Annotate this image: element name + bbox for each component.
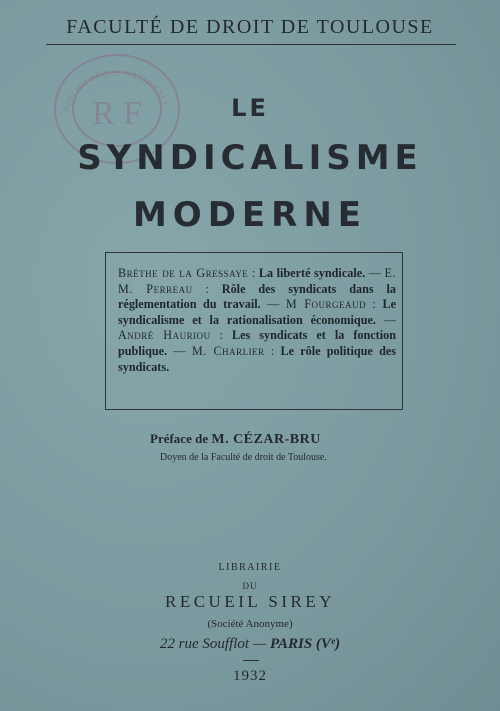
contents-author-1: Bréthe de la Gressaye [118, 266, 249, 280]
publisher-address: 22 rue Soufflot — [159, 636, 267, 652]
title-line-1: LE [231, 94, 269, 122]
faculty-header: FACULTÉ DE DROIT DE TOULOUSE [66, 16, 434, 38]
header-rule [46, 44, 456, 45]
contents-title-2: Rôle des syndicats dans la réglementation du travail. [118, 281, 396, 312]
contents-author-4: André Hauriou [118, 328, 211, 343]
publisher-address-line [0, 636, 500, 653]
preface-author: M. CÉZAR-BRU [211, 432, 321, 447]
publisher-name: RECUEIL SIREY [164, 592, 335, 611]
preface-label: Préface de [150, 431, 209, 446]
contents-author-5: M. Charlier [191, 343, 265, 358]
year-rule [243, 660, 259, 661]
stamp-initials: R F [91, 95, 143, 132]
publisher-du: DU [242, 581, 258, 591]
preface-line [150, 431, 410, 448]
contents-title-4: Les syndicats et la fonction publique. [118, 328, 397, 358]
contents-title-5: Le rôle politique des syndicats. [118, 343, 397, 374]
title-line-2: SYNDICALISME [77, 138, 423, 178]
publication-year: 1932 [233, 668, 267, 684]
title-line-3: MODERNE [132, 195, 368, 235]
publisher-city: PARIS (Vᵉ) [269, 636, 341, 652]
contents-title-3: Le syndicalisme et la rationalisation économique. [118, 297, 396, 327]
stamp-ring-text: BIBLIOTHÈQUE NATIONALE [61, 68, 172, 113]
contents-author-2: E. M. Perreau [118, 266, 396, 296]
publisher-society: (Société Anonyme) [207, 618, 293, 630]
publisher-librairie: LIBRAIRIE [218, 562, 282, 573]
contents-author-3: M Fourgeaud [285, 297, 367, 312]
contents-list: Bréthe de la Gressaye : La liberté syndicale. — E. M. Perreau : Rôle des syndicats dans la réglementation du travail. — M Fourgeaud : Le syndicalisme et la rationalisation économique. — André Hauriou : Les syndicats et la fonction publique. — M. Charlier : Le rôle politique des syndicats. [118, 266, 397, 374]
contents-title-1: La liberté syndicale. [258, 266, 366, 280]
preface-role: Doyen de la Faculté de droit de Toulouse. [160, 452, 327, 463]
